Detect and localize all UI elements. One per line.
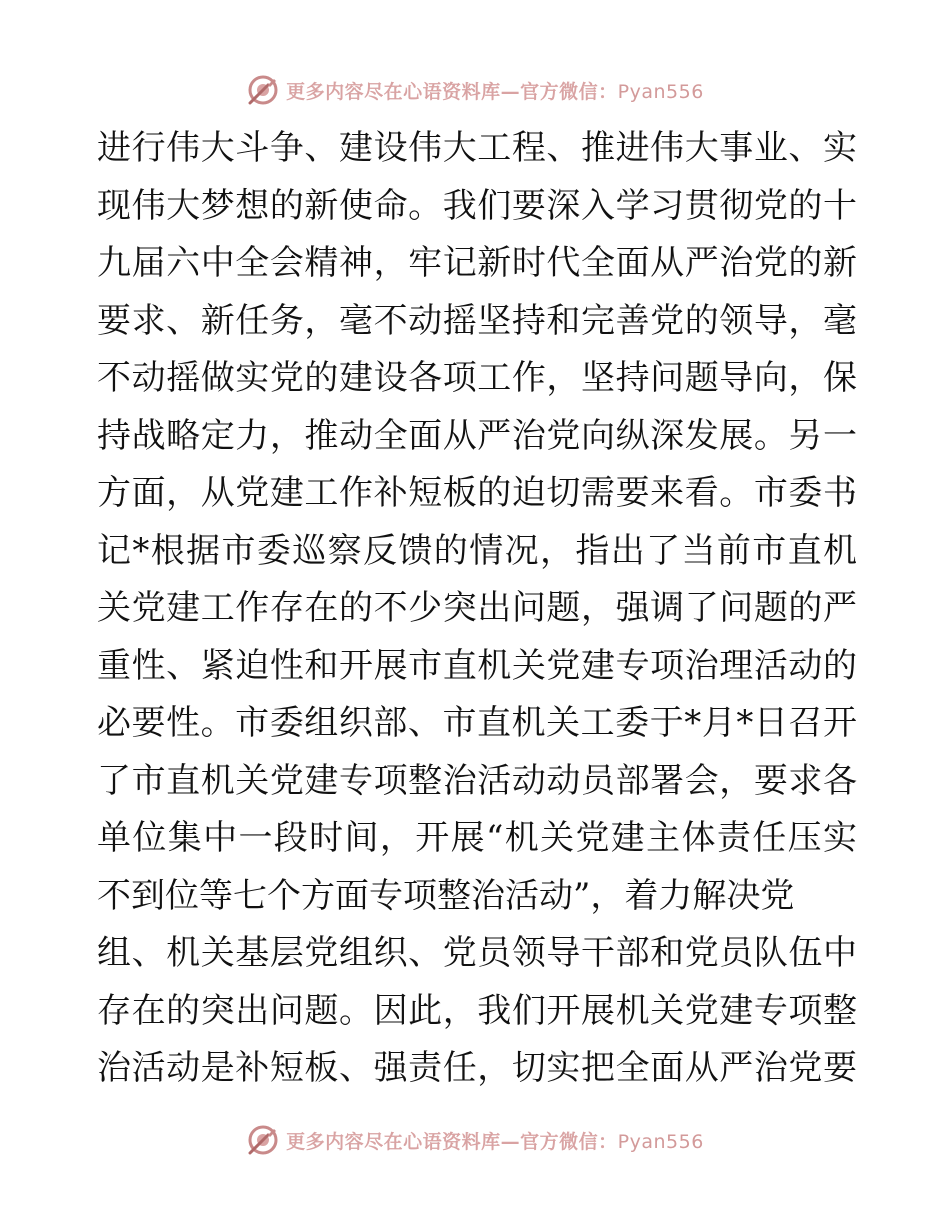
body-line: 记*根据市委巡察反馈的情况，指出了当前市直机 bbox=[97, 530, 857, 571]
body-line: 存在的突出问题。因此，我们开展机关党建专项整 bbox=[97, 990, 857, 1031]
body-line: 持战略定力，推动全面从严治党向纵深发展。另一 bbox=[97, 415, 857, 456]
body-line: 组、机关基层党组织、党员领导干部和党员队伍中 bbox=[97, 933, 857, 973]
body-line: 不到位等七个方面专项整治活动”，着力解决党 bbox=[97, 875, 795, 916]
watermark-text: 更多内容尽在心语资料库—官方微信：Pyan556 bbox=[286, 80, 704, 103]
body-line: 关党建工作存在的不少突出问题，强调了问题的严 bbox=[97, 588, 857, 628]
body-line: 进行伟大斗争、建设伟大工程、推进伟大事业、实 bbox=[97, 128, 857, 168]
body-line: 重性、紧迫性和开展市直机关党建专项治理活动的 bbox=[97, 645, 857, 686]
watermark-handle: Pyan556 bbox=[617, 80, 704, 103]
header-watermark bbox=[0, 70, 950, 110]
body-line: 单位集中一段时间，开展“机关党建主体责任压实 bbox=[97, 818, 857, 858]
footer-watermark bbox=[0, 1120, 950, 1160]
body-line: 了市直机关党建专项整治活动动员部署会，要求各 bbox=[97, 760, 857, 801]
document-body bbox=[97, 120, 857, 1098]
pen-logo-icon bbox=[246, 1123, 280, 1157]
body-line: 不动摇做实党的建设各项工作，坚持问题导向，保 bbox=[97, 358, 857, 398]
watermark-handle: Pyan556 bbox=[617, 1130, 704, 1153]
body-line: 方面，从党建工作补短板的迫切需要来看。市委书 bbox=[97, 473, 857, 513]
body-line: 要求、新任务，毫不动摇坚持和完善党的领导，毫 bbox=[97, 300, 857, 341]
body-line: 现伟大梦想的新使命。我们要深入学习贯彻党的十 bbox=[97, 185, 857, 226]
pen-logo-icon bbox=[246, 73, 280, 107]
body-line: 治活动是补短板、强责任，切实把全面从严治党要 bbox=[97, 1048, 857, 1088]
body-line: 必要性。市委组织部、市直机关工委于*月*日召开 bbox=[97, 703, 857, 743]
watermark-text: 更多内容尽在心语资料库—官方微信：Pyan556 bbox=[286, 1130, 704, 1153]
body-line: 九届六中全会精神，牢记新时代全面从严治党的新 bbox=[97, 243, 857, 283]
